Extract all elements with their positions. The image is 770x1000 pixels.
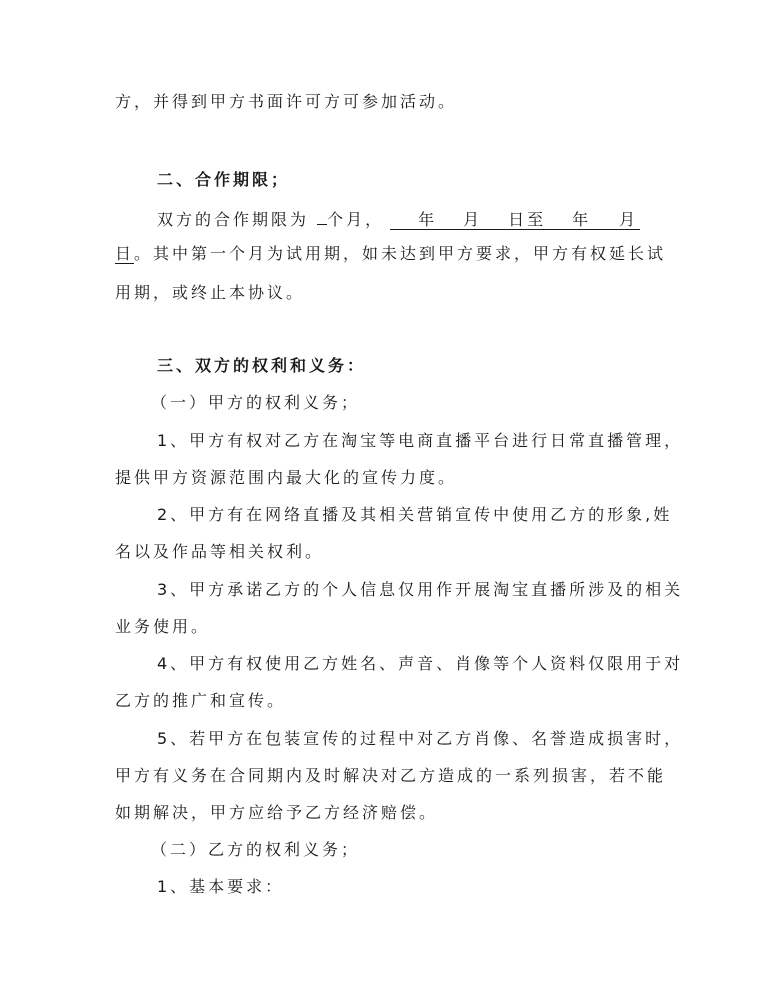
paragraph-line: 提供甲方资源范围内最大化的宣传力度。 xyxy=(115,468,458,487)
section-heading-rights: 三、双方的权利和义务： xyxy=(157,356,367,375)
blank-date-range[interactable] xyxy=(390,209,640,230)
paragraph-line: 用期，或终止本协议。 xyxy=(115,283,306,302)
term-line-2 xyxy=(115,243,666,265)
term-year2: 年 xyxy=(572,210,592,229)
term-rest: 。其中第一个月为试用期，如未达到甲方要求，甲方有权延长试 xyxy=(134,244,667,263)
paragraph-line: 业务使用。 xyxy=(115,617,211,636)
section-heading-term: 二、合作期限； xyxy=(157,170,291,189)
paragraph-line: 名以及作品等相关权利。 xyxy=(115,542,325,561)
paragraph-line: 1、基本要求： xyxy=(157,877,285,896)
paragraph-line: 乙方的推广和宣传。 xyxy=(115,691,287,710)
term-day-to: 日至 xyxy=(508,210,547,229)
subsection-heading-party-a: （一）甲方的权利义务； xyxy=(151,393,361,412)
term-month1: 月 xyxy=(463,210,483,229)
paragraph-line: 1、甲方有权对乙方在淘宝等电商直播平台进行日常直播管理， xyxy=(157,431,684,450)
term-year1: 年 xyxy=(418,210,438,229)
paragraph-line: 2、甲方有在网络直播及其相关营销宣传中使用乙方的形象,姓 xyxy=(157,505,673,524)
term-months: 个月， xyxy=(327,210,385,229)
blank-months[interactable] xyxy=(317,206,327,225)
paragraph-line: 如期解决，甲方应给予乙方经济赔偿。 xyxy=(115,803,439,822)
paragraph-line: 5、若甲方在包装宣传的过程中对乙方肖像、名誉造成损害时， xyxy=(157,729,684,748)
term-line xyxy=(157,206,640,231)
term-prefix: 双方的合作期限为 xyxy=(157,210,318,229)
subsection-heading-party-b: （二）乙方的权利义务； xyxy=(151,840,361,859)
term-month2: 月 xyxy=(619,210,639,229)
paragraph-line: 甲方有义务在合同期内及时解决对乙方造成的一系列损害，若不能 xyxy=(115,766,667,785)
paragraph-line: 4、甲方有权使用乙方姓名、声音、肖像等个人资料仅限用于对 xyxy=(157,654,684,673)
term-day2[interactable]: 日 xyxy=(115,244,135,263)
paragraph-line: 方，并得到甲方书面许可方可参加活动。 xyxy=(115,92,458,111)
paragraph-line: 3、甲方承诺乙方的个人信息仅用作开展淘宝直播所涉及的相关 xyxy=(157,580,684,599)
